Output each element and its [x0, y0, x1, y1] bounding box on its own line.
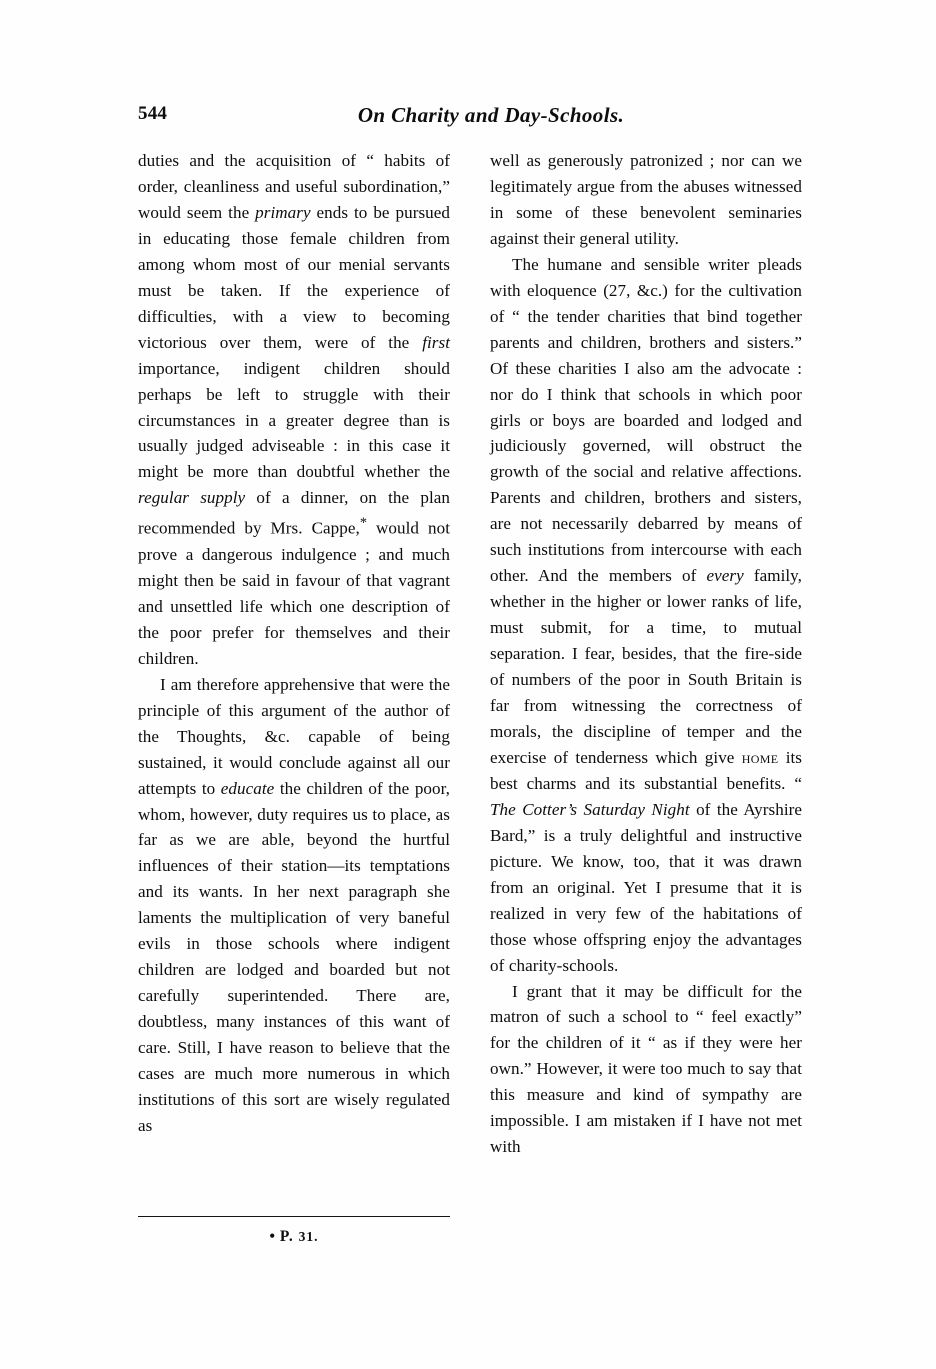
text-run: of the Ayrshire Bard,” is a truly delightful and instructive picture. We know, too, that it was drawn from an original. Yet I presume that it is realized in very few of the habitations of those whose offspring enjoy the advantages of charity-schools. [490, 799, 803, 975]
text-run: The humane and sensible writer pleads with eloquence (27, &c.) for the cultivation of “ the tender charities that bind together parents and children, brothers and sisters.” Of these charities I also am the advocate : nor do I think that schools in which poor girls or boys are boarded and lodged and judiciously governed, will obstruct the growth of the social and relative affections. Parents and children, brothers and sisters, are not necessarily debarred by means of such institutions from intercourse with each other. And the members of [490, 254, 802, 586]
footnote-area [138, 1216, 450, 1246]
italic-run: first [422, 332, 450, 352]
paragraph-p4 [490, 252, 802, 979]
italic-run: primary [255, 202, 311, 222]
text-run: would not prove a dangerous indulgence ; and much might then be said in favour of that vagrant and unsettled life which one description of the poor prefer for themselves and their children. [138, 519, 450, 668]
italic-run: regular supply [138, 488, 246, 508]
footnote-label: P. [279, 1228, 294, 1245]
footnote-line [138, 1228, 450, 1246]
text-run: its best charms and its substantial benefits. “ [490, 747, 802, 793]
running-head [138, 103, 798, 129]
footnote-marker: • [269, 1228, 275, 1245]
text-run: family, whether in the higher or lower ranks of life, must submit, for a time, to mutual separation. I fear, besides, that the fire-side of numbers of the poor in South Britain is far from witnessing the correctness of morals, the discipline of temper and the exercise of tenderness which give [490, 566, 802, 767]
text-run: the children of the poor, whom, however, duty requires us to place, as far as we are able, beyond the hurtful influences of their station—its temptations and its wants. In her next paragraph she laments the multiplication of very baneful evils in those schools where indigent children are lodged and boarded but not carefully superintended. There are, doubtless, many instances of this want of care. Still, I have reason to believe that the cases are much more numerous in which institutions of this sort are wisely regulated as [138, 778, 450, 1135]
italic-run: The Cotter’s Saturday Night [490, 799, 690, 819]
text-run: of a dinner, on the plan recommended by Mrs. Cappe, [138, 488, 450, 539]
text-run: importance, indigent children should perhaps be left to struggle with their circumstances in a greater degree than is usually judged adviseable : in this case it might be more than doubtful whether the [138, 358, 450, 482]
paragraph-p1 [138, 148, 450, 672]
text-run: I grant that it may be difficult for the matron of such a school to “ feel exactly” for the children of it “ as if they were her own.” However, it were too much to say that this measure and kind of sympathy are impossible. I am mistaken if I have not met with [490, 981, 802, 1157]
column-right [490, 148, 802, 1160]
footnote-reference-mark: * [359, 515, 368, 532]
text-run: ends to be pursued in educating those female children from among whom most of our menial servants must be taken. If the experience of difficulties, with a view to becoming victorious over them, were of the [138, 202, 450, 352]
italic-run: educate [220, 778, 275, 798]
column-left [138, 148, 450, 1139]
text-run: I am therefore apprehensive that were the principle of this argument of the author of the Thoughts, &c. capable of being sustained, it would conclude against all our attempts to [138, 674, 450, 798]
footnote-separator-rule [138, 1216, 450, 1217]
italic-run: every [706, 566, 744, 586]
footnote-page-reference: 31. [298, 1229, 319, 1244]
paragraph-p3 [490, 148, 802, 252]
text-run: well as generously patronized ; nor can we legitimately argue from the abuses witnessed in some of these benevolent seminaries against their general utility. [490, 151, 802, 248]
paragraph-p2 [138, 672, 450, 1139]
text-run: duties and the acquisition of “ habits of order, cleanliness and useful subordination,” would seem the [138, 151, 450, 222]
page-folio-number: 544 [138, 103, 168, 124]
small-caps-run: home [741, 747, 779, 767]
paragraph-p5 [490, 979, 802, 1161]
running-head-title: On Charity and Day-Schools. [357, 103, 625, 127]
